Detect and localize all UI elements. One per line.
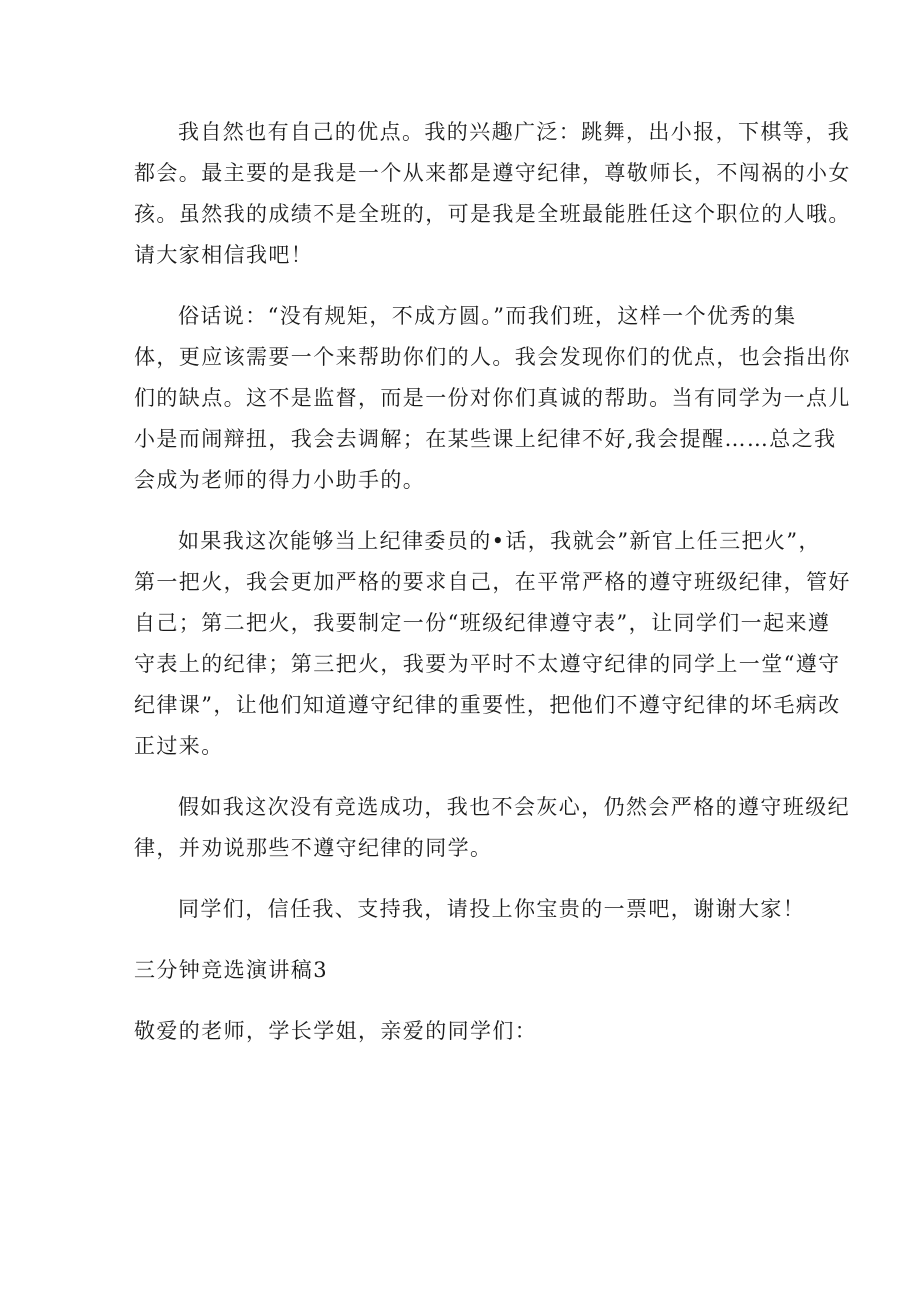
- text-line: 假如我这次没有竞选成功，我也不会灰心，仍然会严格的遵守班级纪: [178, 795, 850, 819]
- text-line: 请大家相信我吧！: [134, 243, 314, 267]
- text-line: 律，并劝说那些不遵守纪律的同学。: [134, 836, 493, 860]
- text-line: 同学们，信任我、支持我，请投上你宝贵的一票吧，谢谢大家！: [178, 897, 806, 921]
- text-line: 纪律课”，让他们知道遵守纪律的重要性，把他们不遵守纪律的坏毛病改: [134, 693, 841, 717]
- text-line: 们的缺点。这不是监督，而是一份对你们真诚的帮助。当有同学为一点儿: [134, 386, 851, 410]
- text-line: 俗话说：“没有规矩，不成方圆。”而我们班，这样一个优秀的集: [178, 304, 797, 328]
- text-line: 自己；第二把火，我要制定一份“班级纪律遵守表”，让同学们一起来遵: [134, 611, 831, 635]
- paragraph-helping: [134, 296, 851, 501]
- text-line: 会成为老师的得力小助手的。: [134, 468, 426, 492]
- salutation: 敬爱的老师，学长学姐，亲爱的同学们：: [134, 1019, 538, 1043]
- text-line: 都会。最主要的是我是一个从来都是遵守纪律，尊敬师长，不闯祸的小女: [134, 161, 851, 185]
- section-heading: 三分钟竞选演讲稿3: [134, 958, 328, 982]
- text-line: 守表上的纪律；第三把火，我要为平时不太遵守纪律的同学上一堂“遵守: [134, 652, 841, 676]
- paragraph-if-not-elected: [134, 787, 850, 869]
- paragraph-closing: [134, 889, 806, 930]
- text-line: 我自然也有自己的优点。我的兴趣广泛：跳舞，出小报，下棋等，我: [178, 120, 850, 144]
- paragraph-three-fires: [134, 521, 851, 767]
- text-line: 孩。虽然我的成绩不是全班的，可是我是全班最能胜任这个职位的人哦。: [134, 202, 851, 226]
- text-line: 第一把火，我会更加严格的要求自己，在平常严格的遵守班级纪律，管好: [134, 570, 851, 594]
- text-line: 如果我这次能够当上纪律委员的•话，我就会”新官上任三把火”，: [178, 529, 821, 553]
- text-line: 体，更应该需要一个来帮助你们的人。我会发现你们的优点，也会指出你: [134, 345, 851, 369]
- text-line: 小是而闹辩扭，我会去调解；在某些课上纪律不好,我会提醒……总之我: [134, 427, 837, 451]
- paragraph-strengths: [134, 112, 851, 276]
- text-line: 正过来。: [134, 734, 224, 758]
- document-body: [134, 112, 851, 1052]
